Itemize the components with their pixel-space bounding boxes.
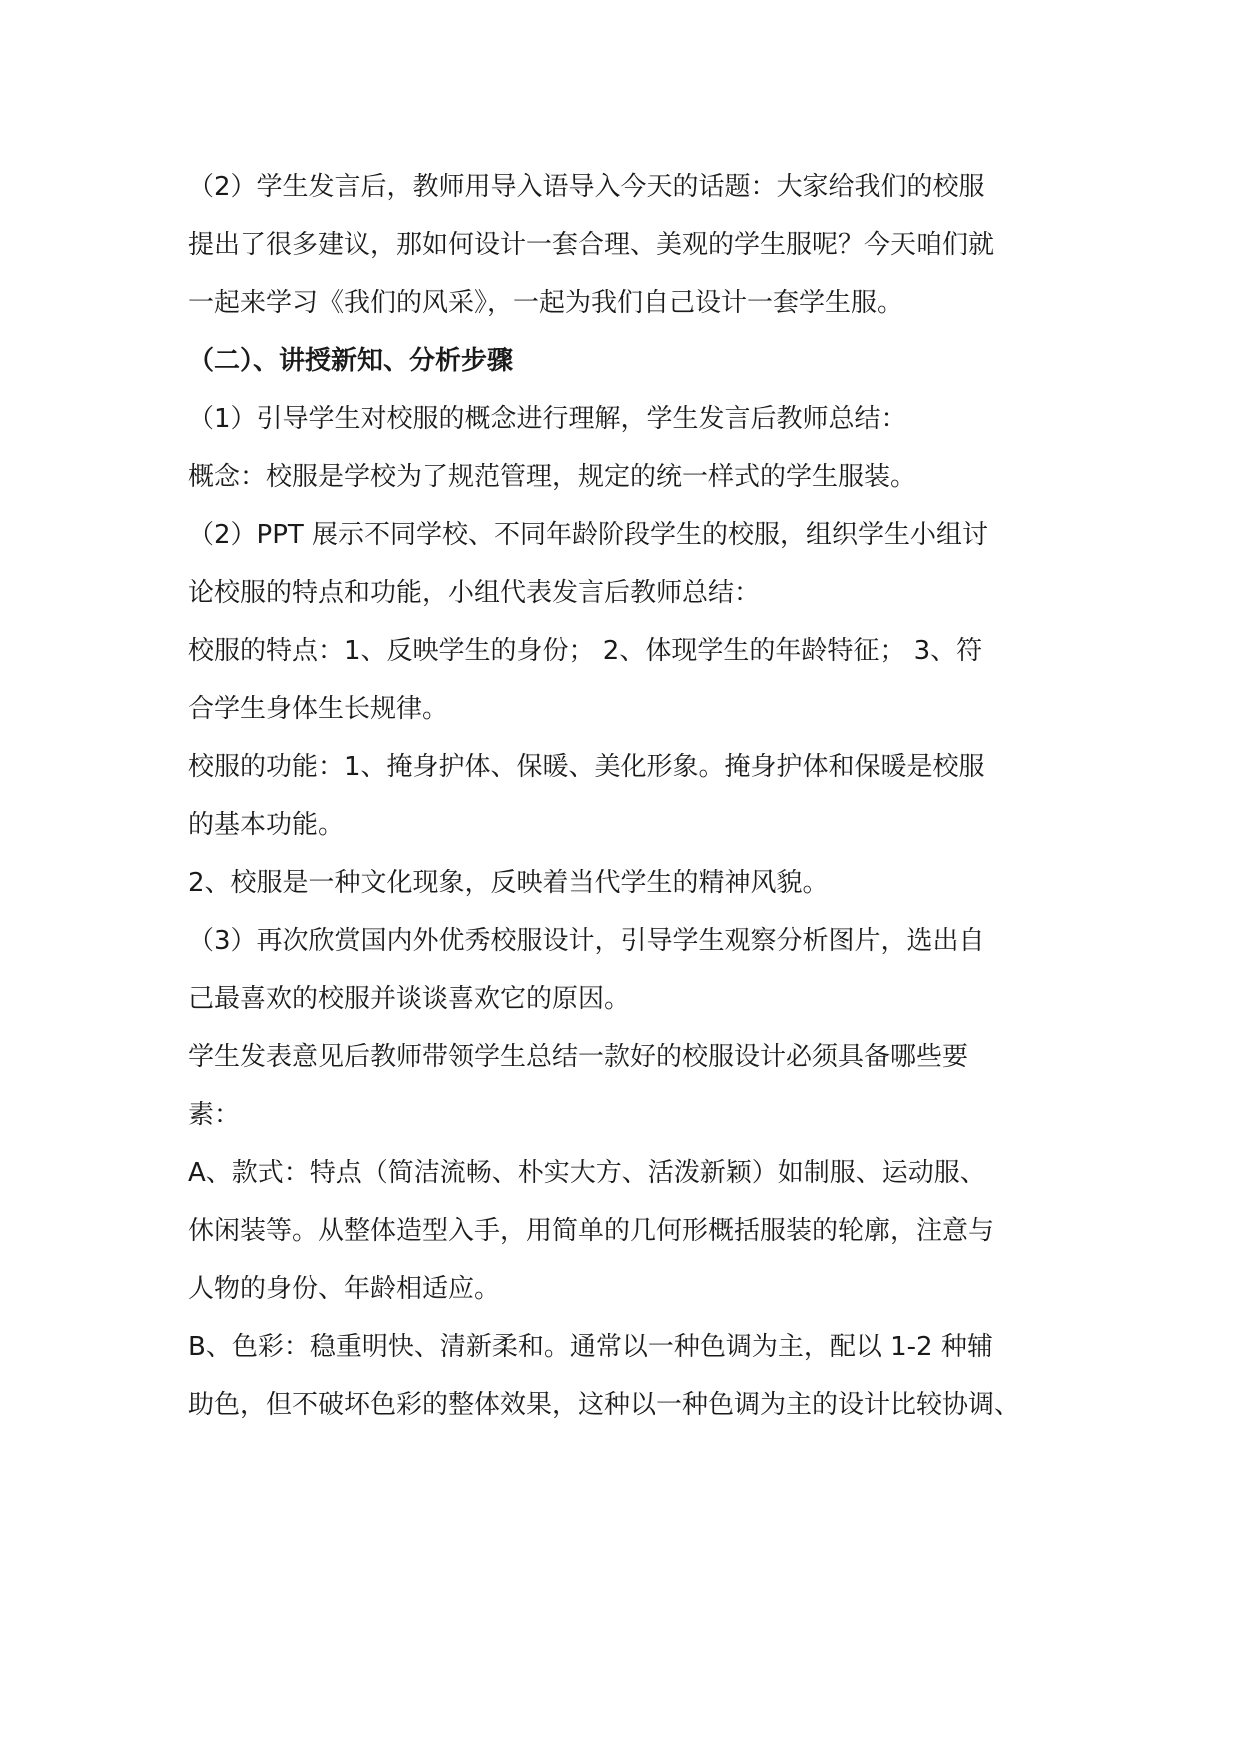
paragraph-line: （3）再次欣赏国内外优秀校服设计，引导学生观察分析图片，选出自 — [188, 926, 985, 956]
paragraph-line: 2、校服是一种文化现象，反映着当代学生的精神风貌。 — [188, 868, 829, 898]
paragraph-line: B、色彩：稳重明快、清新柔和。通常以一种色调为主，配以 1-2 种辅 — [188, 1332, 993, 1362]
paragraph-line: 校服的特点：1、反映学生的身份； 2、体现学生的年龄特征； 3、符 — [188, 636, 983, 666]
paragraph-line: （2）学生发言后，教师用导入语导入今天的话题：大家给我们的校服 — [188, 172, 985, 202]
section-heading: （二）、讲授新知、分析步骤 — [188, 346, 514, 376]
paragraph-line: 人物的身份、年龄相适应。 — [188, 1274, 501, 1304]
paragraph-line: 概念：校服是学校为了规范管理，规定的统一样式的学生服装。 — [188, 462, 917, 492]
paragraph-line: 的基本功能。 — [188, 810, 345, 840]
paragraph-line: 论校服的特点和功能，小组代表发言后教师总结： — [188, 578, 761, 608]
paragraph-line: 一起来学习《我们的风采》，一起为我们自己设计一套学生服。 — [188, 288, 904, 318]
paragraph-line: 己最喜欢的校服并谈谈喜欢它的原因。 — [188, 984, 631, 1014]
paragraph-line: 素： — [188, 1100, 241, 1130]
paragraph-line: （2）PPT 展示不同学校、不同年龄阶段学生的校服，组织学生小组讨 — [188, 520, 989, 550]
paragraph-line: 校服的功能：1、掩身护体、保暖、美化形象。掩身护体和保暖是校服 — [188, 752, 985, 782]
paragraph-line: 助色，但不破坏色彩的整体效果，这种以一种色调为主的设计比较协调、 — [188, 1390, 1021, 1420]
paragraph-line: （1）引导学生对校服的概念进行理解，学生发言后教师总结： — [188, 404, 907, 434]
paragraph-line: 提出了很多建议，那如何设计一套合理、美观的学生服呢？今天咱们就 — [188, 230, 995, 260]
paragraph-line: A、款式：特点（简洁流畅、朴实大方、活泼新颖）如制服、运动服、 — [188, 1158, 986, 1188]
paragraph-line: 休闲装等。从整体造型入手，用简单的几何形概括服装的轮廓，注意与 — [188, 1216, 995, 1246]
paragraph-line: 学生发表意见后教师带领学生总结一款好的校服设计必须具备哪些要 — [188, 1042, 969, 1072]
paragraph-line: 合学生身体生长规律。 — [188, 694, 449, 724]
